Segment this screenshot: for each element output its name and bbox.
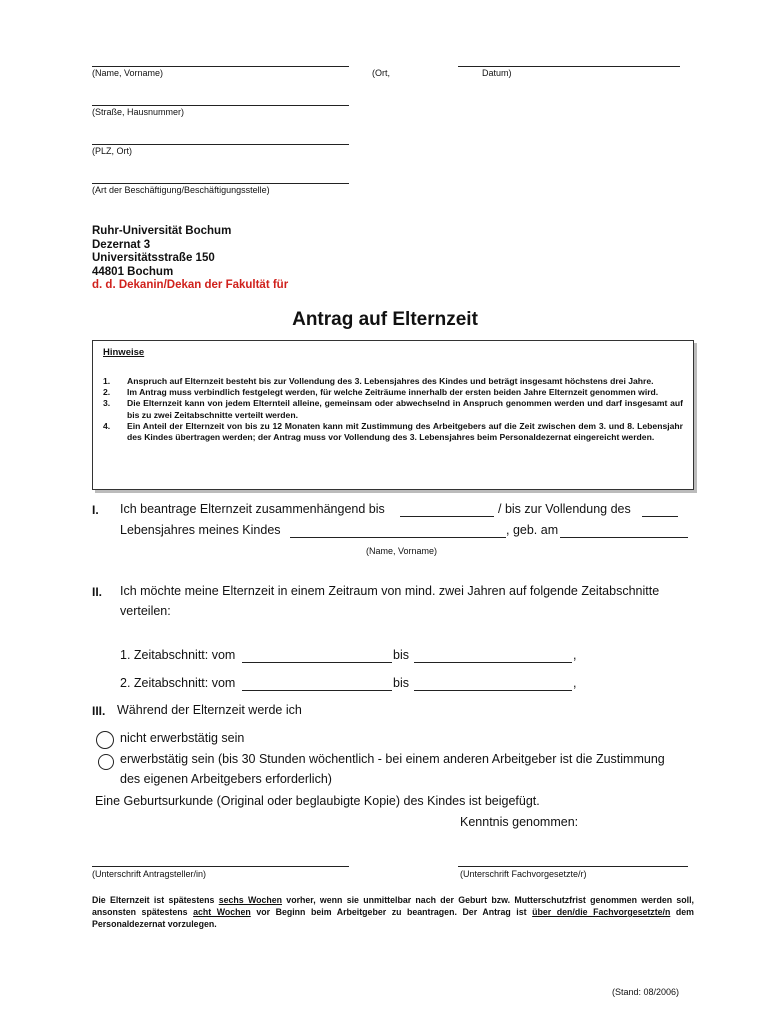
period-2-to-field[interactable] <box>414 690 572 691</box>
job-label: (Art der Beschäftigung/Beschäftigungsstelle) <box>92 185 270 195</box>
section-2-text-cont: verteilen: <box>120 604 171 618</box>
job-field-line[interactable] <box>92 183 349 184</box>
plz-label: (PLZ, Ort) <box>92 146 132 156</box>
address-line-3: Universitätsstraße 150 <box>92 252 215 264</box>
address-line-2: Dezernat 3 <box>92 238 151 251</box>
period-1-to-field[interactable] <box>414 662 572 663</box>
applicant-signature-line[interactable] <box>92 866 349 867</box>
supervisor-signature-label: (Unterschrift Fachvorgesetzte/r) <box>460 869 587 879</box>
period-1-comma: , <box>573 648 577 662</box>
page-title: Antrag auf Elternzeit <box>292 309 478 330</box>
section-2-text: Ich möchte meine Elternzeit in einem Zeitraum von mind. zwei Jahren auf folgende Zeitabschnitte <box>120 584 660 598</box>
hints-list <box>103 376 683 443</box>
period-2-bis: bis <box>393 676 409 690</box>
period-1-from-field[interactable] <box>242 662 392 663</box>
street-field-line[interactable] <box>92 105 349 106</box>
hint-item: 3. Die Elternzeit kann von jedem Elternteil alleine, gemeinsam oder abwechselnd in Anspruch genommen werden und darf insgesamt auf bis zu zwei Zeitabschnitte verteilt werden. <box>103 398 683 420</box>
section-1-until-field[interactable] <box>400 516 494 517</box>
place-date-field-line[interactable] <box>458 66 680 67</box>
period-2-comma: , <box>573 676 577 690</box>
section-1-child-name-field[interactable] <box>290 537 506 538</box>
option-employed-label-cont: des eigenen Arbeitgebers erforderlich) <box>120 772 332 786</box>
option-employed-label: erwerbstätig sein (bis 30 Stunden wöchentlich - bei einem anderen Arbeitgeber ist die Zustimmung <box>120 752 665 766</box>
hint-item: 2. Im Antrag muss verbindlich festgelegt werden, für welche Zeiträume innerhalb der ersten beiden Jahre Elternzeit genommen wird. <box>103 387 659 398</box>
section-1-birth-date-field[interactable] <box>560 537 688 538</box>
option-not-employed-label: nicht erwerbstätig sein <box>120 731 245 745</box>
period-1-label: 1. Zeitabschnitt: vom <box>120 648 236 662</box>
section-1-name-label: (Name, Vorname) <box>366 546 438 556</box>
hint-item: 1. Anspruch auf Elternzeit besteht bis zur Vollendung des 3. Lebensjahres des Kindes und beträgt insgesamt höchstens drei Jahre. <box>103 376 654 386</box>
section-1-text-a: Ich beantrage Elternzeit zusammenhängend bis <box>120 502 385 516</box>
section-2-number: II. <box>92 585 103 599</box>
plz-field-line[interactable] <box>92 144 349 145</box>
period-2-label: 2. Zeitabschnitt: vom <box>120 676 236 690</box>
birth-certificate-note: Eine Geburtsurkunde (Original oder beglaubigte Kopie) des Kindes ist beigefügt. <box>95 794 540 808</box>
period-1-bis: bis <box>393 648 409 662</box>
section-1-number: I. <box>92 503 99 517</box>
name-label: (Name, Vorname) <box>92 68 164 78</box>
section-1-text-d: , geb. am <box>506 523 559 537</box>
section-3-text: Während der Elternzeit werde ich <box>117 703 302 717</box>
hints-box <box>92 340 694 490</box>
section-1-year-field[interactable] <box>642 516 678 517</box>
address-line-4: 44801 Bochum <box>92 265 174 278</box>
hint-item: 4. Ein Anteil der Elternzeit von bis zu 12 Monaten kann mit Zustimmung des Arbeitgebers auf die Zeit zwischen dem 3. und 8. Lebensjahr des Kindes übertragen werden; der Antrag muss vor Vollendung des 3. Lebensjahres beim Personaldezernat eingereicht werden. <box>103 420 683 443</box>
section-1-text-c: Lebensjahres meines Kindes <box>120 523 281 537</box>
name-field-line[interactable] <box>92 66 349 67</box>
street-label: (Straße, Hausnummer) <box>92 107 185 117</box>
period-2-from-field[interactable] <box>242 690 392 691</box>
section-3-number: III. <box>92 704 106 718</box>
datum-label: Datum) <box>482 68 512 78</box>
section-1-text-b: / bis zur Vollendung des <box>498 502 631 516</box>
address-line-1: Ruhr-Universität Bochum <box>92 225 232 237</box>
ort-label: (Ort, <box>372 68 390 78</box>
hints-heading: Hinweise <box>103 347 145 358</box>
version-stand: (Stand: 08/2006) <box>612 987 680 997</box>
recipient-address <box>92 225 288 293</box>
address-line-5: d. d. Dekanin/Dekan der Fakultät für <box>92 279 289 291</box>
noted-label: Kenntnis genommen: <box>460 815 579 829</box>
supervisor-signature-line[interactable] <box>458 866 688 867</box>
option-not-employed-radio[interactable] <box>96 731 114 749</box>
option-employed-radio[interactable] <box>98 754 114 770</box>
applicant-signature-label: (Unterschrift Antragsteller/in) <box>92 869 207 879</box>
footer-note: Die Elternzeit ist spätestens sechs Wochen vorher, wenn sie unmittelbar nach der Geburt bzw. Mutterschutzfrist genommen werden soll, ansonsten spätestens acht Wochen vor Beginn beim Arbeitgeber zu beantragen. Der Antrag ist über den/die Fachvorgesetzte/n dem Personaldezernat vorzulegen. <box>92 895 694 929</box>
